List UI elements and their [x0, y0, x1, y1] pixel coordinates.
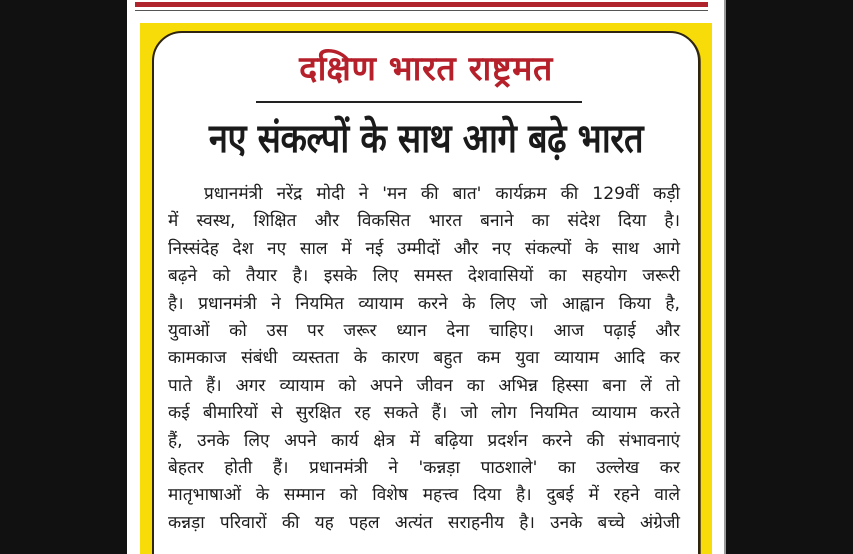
article-line: पाते हैं। अगर व्यायाम को अपने जीवन का अभिन्न हिस्सा बना लें तो	[168, 375, 680, 396]
article-body	[168, 181, 680, 537]
article-line: कामकाज संबंधी व्यस्तता के कारण बहुत कम युवा व्यायाम आदि कर	[168, 348, 680, 369]
article-line: युवाओं को उस पर जरूर ध्यान देना चाहिए। आज पढ़ाई और	[168, 320, 680, 341]
article-line: हैं, उनके लिए अपने कार्य क्षेत्र में बढ़िया प्रदर्शन करने की संभावनाएं	[168, 430, 680, 451]
masthead: दक्षिण भारत राष्ट्रमत	[299, 49, 553, 89]
article-line: बढ़ने को तैयार है। इसके लिए समस्त देशवासियों का सहयोग जरूरी	[168, 266, 680, 287]
masthead-divider	[256, 101, 582, 103]
article-line: कई बीमारियों से सुरक्षित रह सकते हैं। जो लोग नियमित व्यायाम करते	[168, 403, 680, 424]
newspaper-page	[127, 0, 724, 554]
article-line: कन्नड़ा परिवारों की यह पहल अत्यंत सराहनीय है। उनके बच्चे अंग्रेजी	[168, 512, 680, 533]
article-line: में स्वस्थ, शिक्षित और विकसित भारत बनाने का संदेश दिया है।	[168, 211, 680, 232]
top-rule-red	[135, 2, 708, 7]
article-line: निस्संदेह देश नए साल में नई उम्मीदों और नए संकल्पों के साथ आगे	[168, 238, 680, 259]
headline: नए संकल्पों के साथ आगे बढ़े भारत	[208, 116, 644, 162]
top-rule-grey	[135, 10, 708, 11]
editorial-box	[152, 31, 700, 554]
article-line: प्रधानमंत्री नरेंद्र मोदी ने 'मन की बात' कार्यक्रम की 129वीं कड़ी	[204, 184, 680, 204]
article-line: बेहतर होती हैं। प्रधानमंत्री ने 'कन्नड़ा पाठशाले' का उल्लेख कर	[168, 457, 680, 478]
article-line: मातृभाषाओं के सम्मान को विशेष महत्त्व दिया है। दुबई में रहने वाले	[168, 485, 680, 506]
article-line: है। प्रधानमंत्री ने नियमित व्यायाम करने के लिए जो आह्वान किया है,	[168, 293, 680, 314]
page-edge-shadow	[724, 0, 726, 554]
